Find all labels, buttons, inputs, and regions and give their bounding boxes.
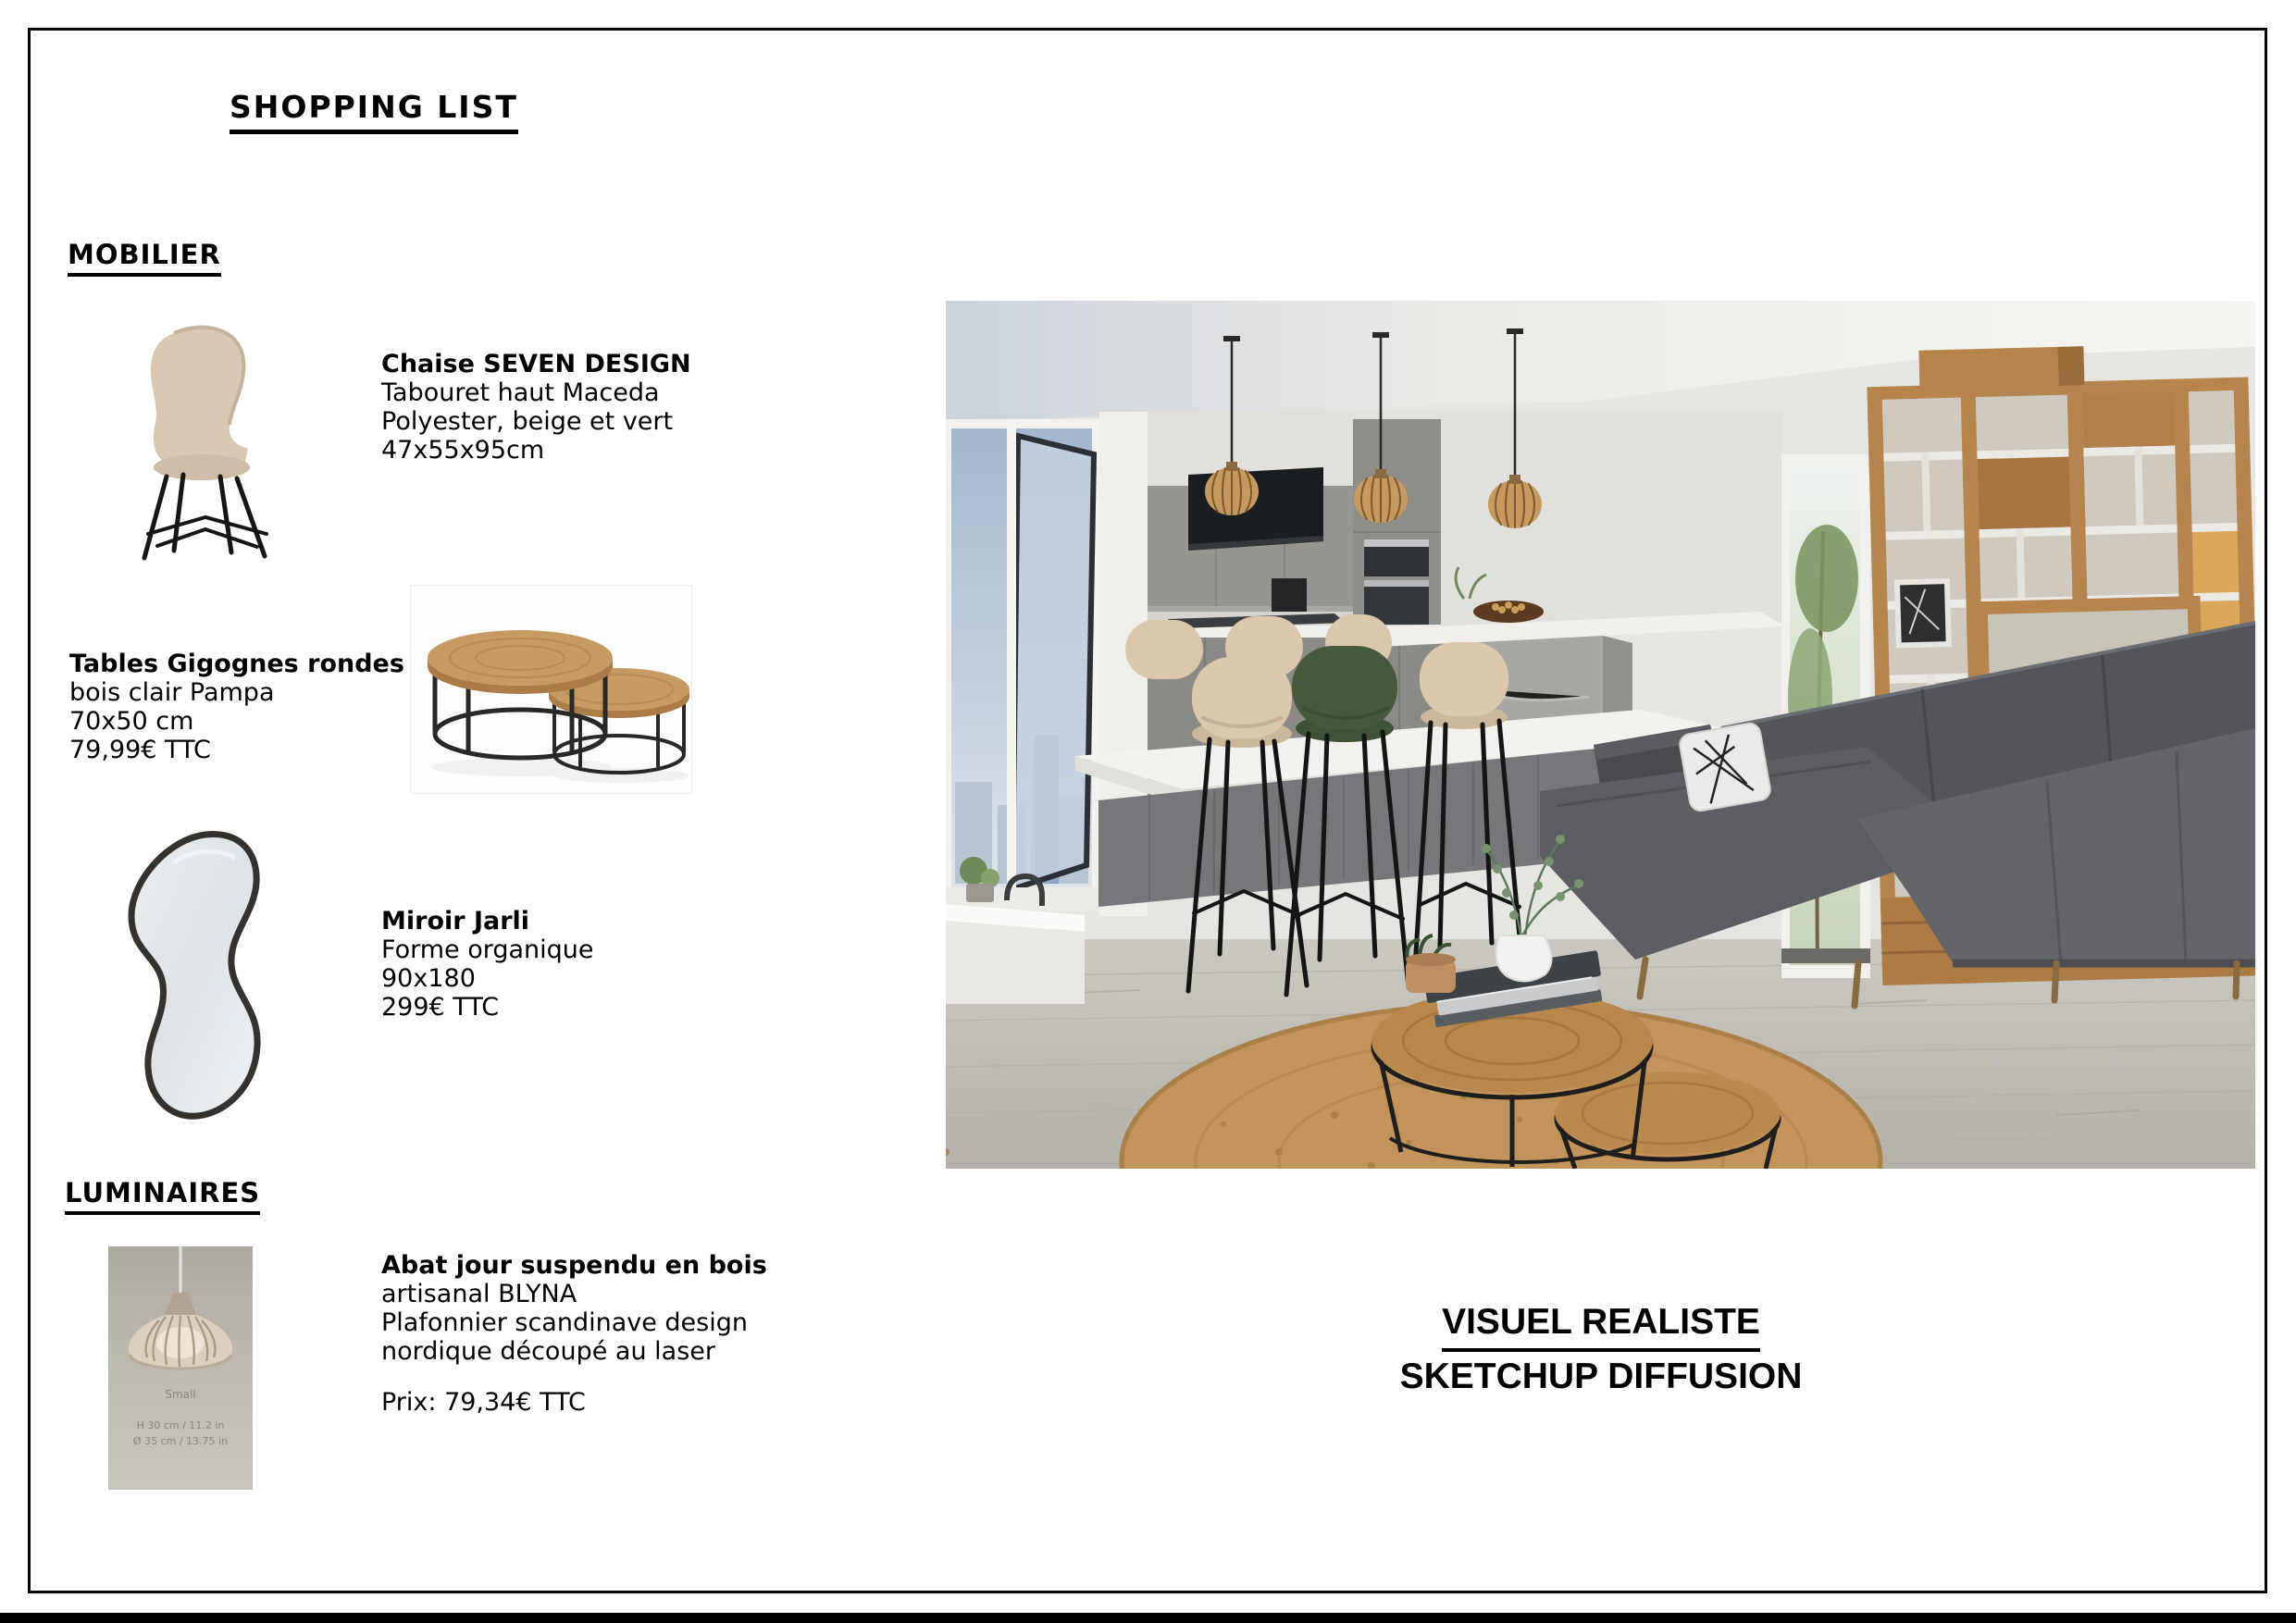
bar-stool-photo bbox=[109, 319, 308, 571]
product-line: Tabouret haut Maceda bbox=[381, 378, 660, 407]
lamp-size-label: Small bbox=[165, 1388, 196, 1401]
product-line: 79,99€ TTC bbox=[69, 736, 211, 764]
render-caption-line2: SKETCHUP DIFFUSION bbox=[1399, 1357, 1803, 1396]
product-line: 70x50 cm bbox=[69, 707, 194, 736]
product-miroir-jarli bbox=[381, 907, 594, 1022]
product-tables-gigognes bbox=[69, 650, 404, 764]
pendant-lamp-illustration bbox=[108, 1246, 253, 1490]
product-name: Tables Gigognes rondes bbox=[69, 650, 404, 678]
bar-stool-illustration bbox=[109, 319, 308, 571]
lamp-diameter-label: Ø 35 cm / 13.75 in bbox=[132, 1435, 229, 1447]
product-name: Miroir Jarli bbox=[381, 907, 530, 935]
page-bottom-bar bbox=[0, 1613, 2296, 1623]
section-heading-mobilier: MOBILIER bbox=[68, 239, 221, 277]
product-line: 90x180 bbox=[381, 964, 476, 993]
render-caption-line1: VISUEL REALISTE bbox=[1249, 1297, 1953, 1352]
product-abat-jour bbox=[381, 1251, 767, 1417]
render-caption bbox=[1249, 1297, 1953, 1401]
interior-render-image bbox=[946, 301, 2255, 1169]
organic-mirror-photo bbox=[118, 825, 292, 1128]
product-name: Abat jour suspendu en bois bbox=[381, 1251, 767, 1280]
product-name: Chaise SEVEN DESIGN bbox=[381, 350, 691, 378]
nesting-tables-illustration bbox=[411, 586, 691, 793]
product-line: nordique découpé au laser bbox=[381, 1337, 715, 1366]
lamp-height-label: H 30 cm / 11.2 in bbox=[136, 1419, 225, 1431]
product-line: 47x55x95cm bbox=[381, 436, 545, 465]
left-window bbox=[946, 419, 1099, 911]
product-line: 299€ TTC bbox=[381, 993, 500, 1022]
organic-mirror-illustration bbox=[118, 825, 292, 1128]
pattern-pillow bbox=[1678, 722, 1771, 812]
product-line: Forme organique bbox=[381, 935, 594, 964]
pendant-lamp-photo bbox=[108, 1246, 253, 1490]
interior-render bbox=[946, 301, 2255, 1169]
nesting-tables-photo bbox=[410, 585, 692, 794]
section-heading-luminaires: LUMINAIRES bbox=[65, 1177, 260, 1215]
product-line: Plafonnier scandinave design bbox=[381, 1308, 748, 1337]
product-line: Polyester, beige et vert bbox=[381, 407, 674, 436]
product-chaise-seven-design bbox=[381, 350, 691, 465]
product-line: bois clair Pampa bbox=[69, 678, 275, 707]
product-price: Prix: 79,34€ TTC bbox=[381, 1388, 586, 1417]
product-line: artisanal BLYNA bbox=[381, 1280, 577, 1308]
page-title: SHOPPING LIST bbox=[230, 89, 518, 134]
framed-picture bbox=[1897, 581, 1949, 645]
